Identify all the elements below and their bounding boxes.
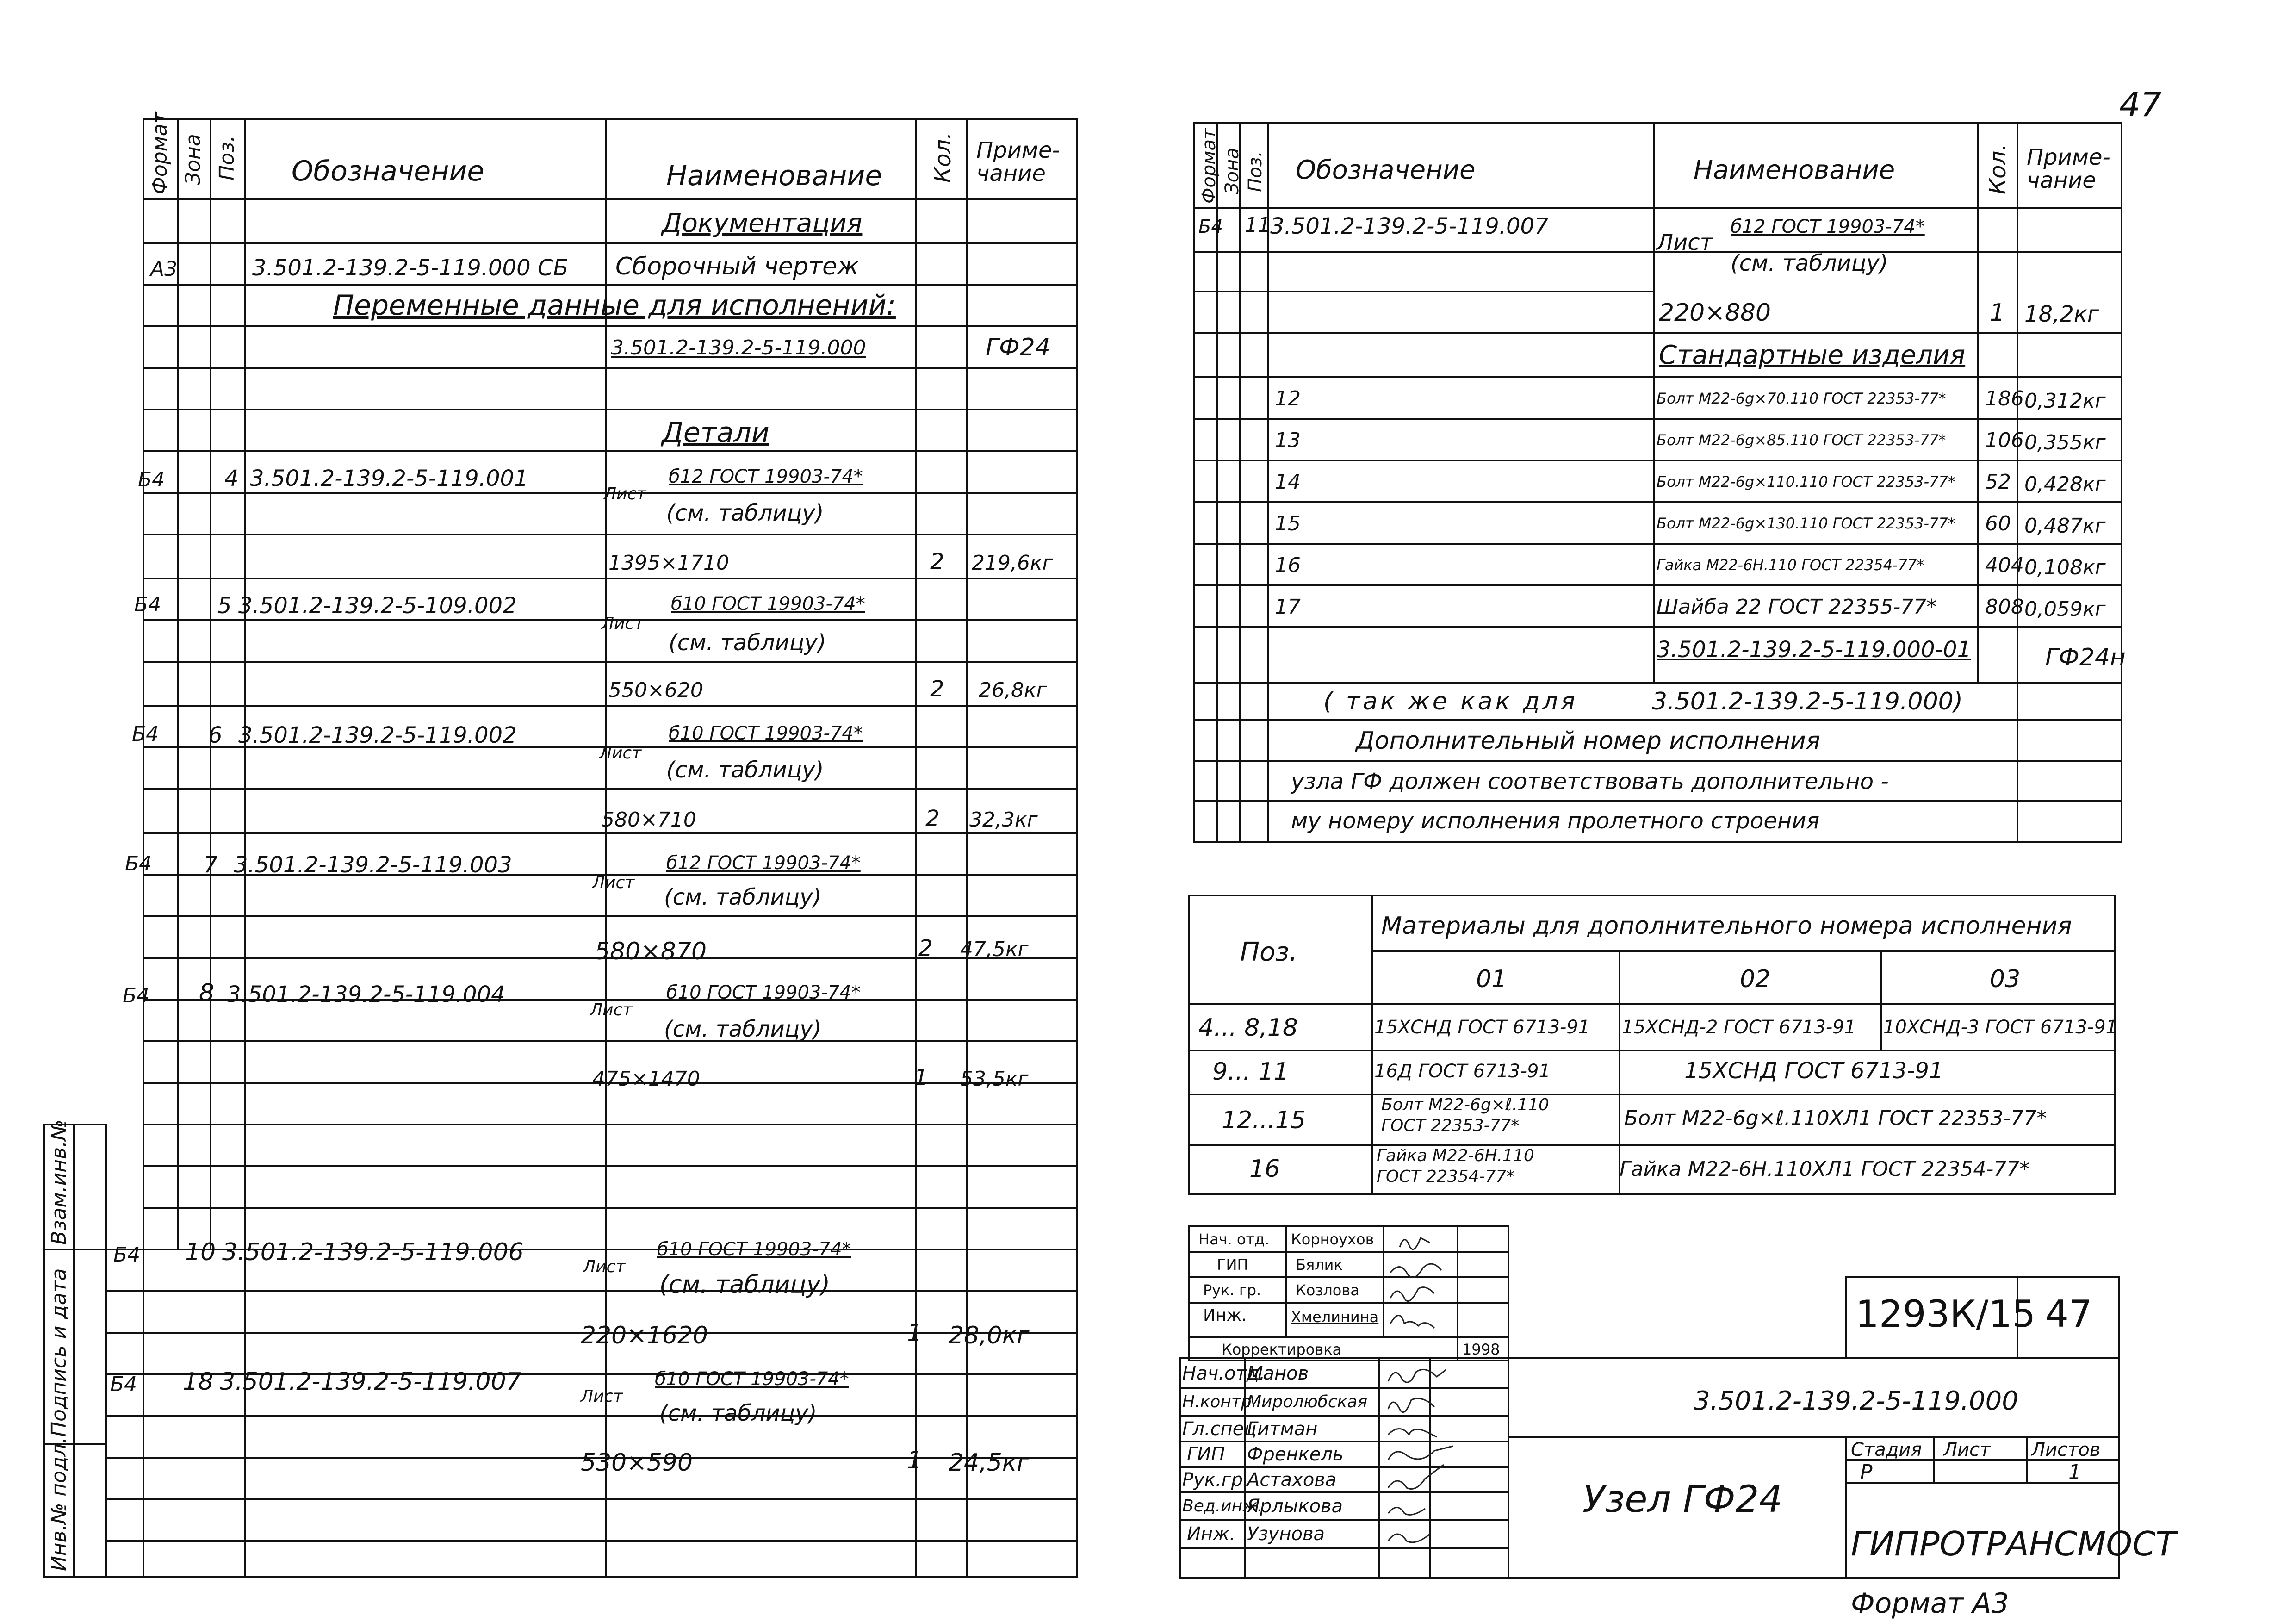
row-standard: б10 ГОСТ 19903-74* [666,982,861,1003]
page-number: 47 [2119,85,2162,124]
row-see-table: (см. таблицу) [1731,250,1888,276]
materials-cell: 15ХСНД ГОСТ 6713-91 [1684,1058,1943,1084]
row-see-table: (см. таблицу) [659,1400,817,1426]
row-pos: 16 [1275,553,1301,577]
signer-name: Манов [1247,1363,1309,1384]
row-size: 475×1470 [592,1067,700,1091]
row-note: 219,6кг [972,551,1053,575]
signer-role: ГИП [1187,1444,1225,1465]
row-designation: 3.501.2-139.2-5-119.001 [250,466,528,491]
materials-cell: ГОСТ 22353-77* [1381,1116,1520,1135]
stage-value: Р [1860,1460,1873,1484]
sheets-label: Листов [2031,1439,2101,1460]
section-documentation: Документация [662,208,863,238]
row-standard: б10 ГОСТ 19903-74* [671,593,865,615]
row-qty: 1 [907,1319,923,1347]
row-note: 47,5кг [960,938,1029,961]
row-sheet-word: Лист [583,1257,626,1276]
row-pos: 4 [224,466,239,491]
row-pos: 12 [1275,387,1301,410]
row-designation: 3.501.2-139.2-5-119.007 [220,1368,521,1396]
row-sheet-word: Лист [602,614,644,633]
row-qty: 186 [1985,387,2024,410]
extra-line: му номеру исполнения пролетного строения [1291,808,1820,834]
row-note: 53,5кг [960,1067,1029,1091]
row-pos: 8 [199,979,215,1007]
title-name: Узел ГФ24 [1582,1478,1783,1521]
row-standard: б10 ГОСТ 19903-74* [669,723,863,744]
correction-role: ГИП [1217,1256,1248,1274]
header-note: Приме- чание [976,137,1060,187]
row-format: Б4 [138,468,165,491]
materials-pos: 4... 8,18 [1198,1014,1298,1042]
row-note: 0,355кг [2024,431,2106,454]
materials-cell: 16Д ГОСТ 6713-91 [1374,1061,1551,1082]
materials-cell: 10ХСНД-3 ГОСТ 6713-91 [1883,1017,2118,1038]
signer-role: Нач.отд. [1182,1363,1266,1384]
signer-role: Рук.гр. [1182,1469,1249,1491]
header-qty: Кол. [930,132,956,183]
section-variable-data: Переменные данные для исполнений: [333,289,896,322]
row-format: Б4 [113,1243,141,1267]
sheet-label: Лист [1943,1439,1991,1460]
row-qty: 2 [930,549,944,575]
row-qty: 60 [1985,512,2011,535]
header-pos: Поз. [215,135,239,180]
row-designation: 3.501.2-139.2-5-119.003 [234,852,512,878]
row-qty: 404 [1985,553,2024,577]
materials-cell: Гайка М22-6Н.110ХЛ1 ГОСТ 22354-77* [1620,1157,2030,1181]
header-note: Приме- чание [2027,144,2110,194]
row-pos: 7 [204,852,218,878]
same-as-right: 3.501.2-139.2-5-119.000) [1652,688,1963,715]
variant-designation: 3.501.2-139.2-5-119.000 [611,336,866,360]
row-pos: 18 [183,1368,214,1396]
row-name: Болт М22-6g×70.110 ГОСТ 22353-77* [1657,390,1946,407]
row-note: 0,312кг [2024,389,2106,413]
header-zone: Зона [181,134,205,185]
correction-year: 1998 [1462,1341,1500,1358]
row-size: 530×590 [581,1449,693,1477]
stamp-inv-original: Инв.№ подл. [47,1437,71,1571]
row-qty: 2 [918,935,933,961]
row-name: Гайка М22-6Н.110 ГОСТ 22354-77* [1657,556,1924,574]
row-qty: 1 [907,1447,923,1474]
header-designation: Обозначение [292,155,484,187]
row-standard: б10 ГОСТ 19903-74* [657,1239,851,1260]
materials-cell: Гайка М22-6Н.110 [1377,1146,1534,1165]
row-sheet-word: Лист [604,485,646,503]
correction-name: Бялик [1296,1256,1343,1274]
row-pos: 5 [217,593,232,619]
row-sheet-word: Лист [592,873,635,892]
organization: ГИПРОТРАНСМОСТ [1851,1524,2176,1563]
materials-cell: Болт М22-6g×ℓ.110ХЛ1 ГОСТ 22353-77* [1624,1106,2047,1130]
row-qty: 808 [1985,595,2024,619]
row-designation: 3.501.2-139.2-5-119.007 [1270,213,1549,239]
row-qty: 2 [930,676,944,702]
row-standard: б12 ГОСТ 19903-74* [1731,216,1925,237]
row-qty: 106 [1985,429,2024,452]
row-see-table: (см. таблицу) [664,884,822,910]
correction-name: Хмелинина [1291,1308,1379,1326]
row-size: 1395×1710 [608,551,729,575]
header-qty: Кол. [1985,143,2011,194]
row-pos: 15 [1275,512,1301,535]
row-size: 220×1620 [581,1322,708,1349]
signatures-title-block [1381,1361,1474,1550]
row-size: 580×710 [602,808,696,832]
row-see-table: (см. таблицу) [659,1271,830,1299]
row-name: Болт М22-6g×110.110 ГОСТ 22353-77* [1657,473,1955,491]
row-size: 220×880 [1659,299,1771,327]
row-qty: 52 [1985,470,2011,494]
signer-role: Н.контр. [1182,1392,1257,1411]
correction-label: Корректировка [1222,1341,1342,1358]
doc-sheet: 47 [2045,1293,2092,1336]
format-note: Формат А3 [1851,1587,2009,1620]
row-standard: б12 ГОСТ 19903-74* [669,466,863,487]
materials-pos: 16 [1249,1155,1280,1183]
row-see-table: (см. таблицу) [666,500,824,526]
row-name: Сборочный чертеж [615,253,859,280]
row-note: 28,0кг [949,1322,1030,1349]
row-qty: 1 [1990,299,2005,327]
doc-number: 1293К/15 [1855,1293,2036,1336]
row-note: 0,428кг [2024,472,2106,496]
signer-name: Ярлыкова [1247,1496,1343,1517]
row-name: Болт М22-6g×130.110 ГОСТ 22353-77* [1657,515,1955,532]
row-note: 26,8кг [979,678,1047,702]
header-zone: Зона [1222,148,1243,194]
variant-note: ГФ24н [2045,644,2126,671]
row-format: Б4 [125,852,152,876]
row-qty: 1 [914,1065,928,1091]
materials-cell: 15ХСНД ГОСТ 6713-91 [1374,1017,1590,1038]
row-designation: 3.501.2-139.2-5-119.004 [227,982,505,1007]
signer-name: Гитман [1247,1418,1318,1440]
header-name: Наименование [1694,155,1895,185]
signer-role: Инж. [1187,1523,1235,1545]
row-pos: 13 [1275,429,1301,452]
variant-note: ГФ24 [986,334,1050,361]
header-designation: Обозначение [1296,155,1476,185]
header-name: Наименование [666,160,882,192]
row-size: 580×870 [595,938,707,965]
row-sheet-word: Лист [581,1387,623,1406]
row-format: А3 [150,257,178,281]
signer-name: Узунова [1247,1523,1325,1545]
row-pos: 11 [1245,213,1271,237]
row-format: Б4 [123,984,150,1007]
row-designation: 3.501.2-139.2-5-119.006 [222,1238,524,1266]
signatures-correction [1386,1229,1458,1335]
header-pos: Поз. [1245,151,1266,192]
row-pos: 14 [1275,470,1301,494]
row-qty: 2 [925,806,940,832]
variant-designation: 3.501.2-139.2-5-119.000-01 [1657,637,1972,663]
row-note: 24,5кг [949,1449,1030,1477]
row-see-table: (см. таблицу) [669,630,826,656]
row-designation: 3.501.2-139.2-5-119.000 СБ [252,255,569,281]
row-sheet-word: Лист [590,1001,633,1019]
row-format: Б4 [132,722,159,746]
stamp-signature-date: Подпись и дата [47,1268,71,1437]
extra-line: Дополнительный номер исполнения [1356,727,1820,755]
signer-name: Астахова [1247,1469,1337,1491]
row-designation: 3.501.2-139.2-5-109.002 [238,593,517,619]
materials-title: Материалы для дополнительного номера исполнения [1381,912,2072,940]
correction-role: Инж. [1203,1306,1247,1325]
signer-name: Френкель [1247,1444,1344,1465]
header-format: Формат [148,112,172,194]
row-see-table: (см. таблицу) [664,1016,822,1042]
correction-role: Нач. отд. [1198,1230,1270,1248]
section-standard-items: Стандартные изделия [1659,340,1966,370]
stamp-replaces-inv: Взам.инв.№ [47,1119,71,1245]
row-format: Б4 [134,593,161,616]
row-format: Б4 [1198,216,1223,237]
row-format: Б4 [110,1373,137,1396]
header-format: Формат [1198,128,1220,204]
materials-pos: 9... 11 [1212,1058,1289,1086]
row-name: Шайба 22 ГОСТ 22355-77* [1657,595,1937,619]
row-designation: 3.501.2-139.2-5-119.002 [238,722,517,748]
materials-cell: 15ХСНД-2 ГОСТ 6713-91 [1622,1017,1856,1038]
row-pos: 10 [185,1238,216,1266]
row-pos: 6 [208,722,223,748]
correction-role: Рук. гр. [1203,1281,1261,1299]
row-standard: б12 ГОСТ 19903-74* [666,852,861,874]
row-sheet-word: Лист [1657,230,1713,255]
row-pos: 17 [1275,595,1301,619]
row-note: 32,3кг [969,808,1038,832]
materials-pos-header: Поз. [1240,937,1297,967]
row-name: Болт М22-6g×85.110 ГОСТ 22353-77* [1657,431,1946,449]
signer-role: Гл.спец. [1182,1418,1263,1440]
signer-role: Вед.инж. [1182,1497,1263,1516]
row-note: 18,2кг [2024,301,2099,327]
materials-pos: 12...15 [1222,1106,1306,1134]
row-size: 550×620 [608,678,703,702]
row-note: 0,487кг [2024,514,2106,538]
sheets-value: 1 [2068,1460,2081,1484]
materials-col: 02 [1740,965,1771,993]
section-details: Детали [662,416,769,449]
row-note: 0,108кг [2024,556,2106,579]
title-designation: 3.501.2-139.2-5-119.000 [1694,1386,2018,1416]
correction-name: Козлова [1296,1281,1359,1299]
signer-name: Миролюбская [1247,1392,1368,1411]
materials-cell: ГОСТ 22354-77* [1377,1167,1515,1186]
stage-label: Стадия [1851,1439,1922,1460]
correction-name: Корноухов [1291,1230,1374,1248]
row-note: 0,059кг [2024,597,2106,621]
materials-cell: Болт М22-6g×ℓ.110 [1381,1095,1549,1114]
materials-col: 01 [1476,965,1507,993]
row-sheet-word: Лист [599,744,642,763]
same-as-left: ( так же как для [1323,688,1578,715]
row-standard: б10 ГОСТ 19903-74* [655,1368,849,1390]
extra-line: узла ГФ должен соответствовать дополнительно - [1291,769,1889,795]
row-see-table: (см. таблицу) [666,757,824,783]
materials-col: 03 [1990,965,2021,993]
